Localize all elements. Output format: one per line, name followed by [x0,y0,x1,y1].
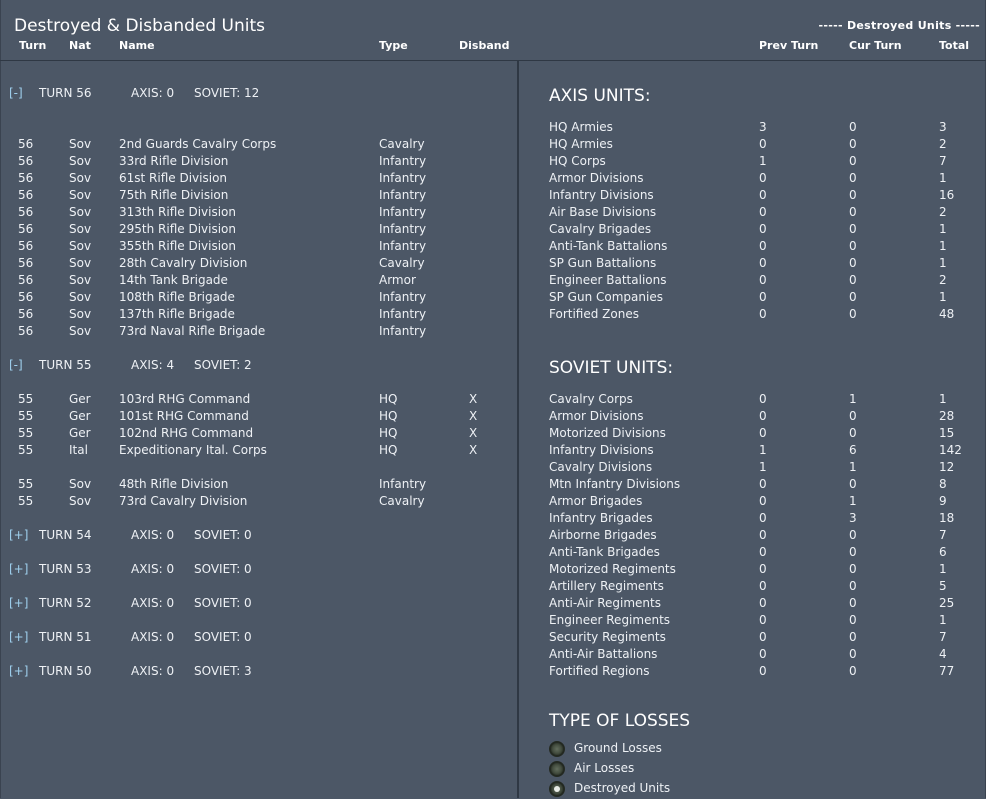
unit-row[interactable] [0,477,516,493]
prev-turn-count: 0 [759,528,767,542]
turn-label: TURN 51 [39,630,92,644]
total-count: 6 [939,545,947,559]
unit-category: SP Gun Battalions [549,256,657,270]
cur-turn-count: 0 [849,137,857,151]
col-header-disband[interactable]: Disband [459,39,510,52]
unit-name[interactable]: 73rd Cavalry Division [119,494,248,508]
unit-category: Fortified Zones [549,307,639,321]
summary-row [519,596,985,612]
total-count: 7 [939,154,947,168]
summary-row [519,443,985,459]
soviet-count: SOVIET: 0 [194,596,252,610]
summary-row [519,409,985,425]
unit-category: HQ Armies [549,137,613,151]
unit-turn: 56 [18,222,34,236]
col-header-cur-turn: Cur Turn [849,39,902,52]
expand-toggle[interactable]: [+] [9,562,29,576]
total-count: 8 [939,477,947,491]
unit-row[interactable] [0,426,516,442]
summary-row [519,239,985,255]
unit-row[interactable] [0,324,516,340]
total-count: 7 [939,630,947,644]
radio-destroyed-units[interactable] [549,781,849,799]
summary-row [519,613,985,629]
total-count: 1 [939,256,947,270]
prev-turn-count: 0 [759,290,767,304]
cur-turn-count: 1 [849,460,857,474]
turn-header-row [0,358,516,374]
turn-label: TURN 53 [39,562,92,576]
unit-disband-mark: X [469,426,478,440]
cur-turn-count: 0 [849,307,857,321]
expand-toggle[interactable]: [+] [9,528,29,542]
total-count: 1 [939,171,947,185]
unit-type: Infantry [379,188,427,202]
unit-row[interactable] [0,290,516,306]
radio-air-losses[interactable] [549,761,849,779]
unit-nationality: Sov [69,239,92,253]
prev-turn-count: 0 [759,239,767,253]
unit-turn: 56 [18,290,34,304]
cur-turn-count: 0 [849,630,857,644]
prev-turn-count: 0 [759,477,767,491]
cur-turn-count: 0 [849,613,857,627]
unit-row[interactable] [0,205,516,221]
unit-category: Cavalry Divisions [549,460,653,474]
prev-turn-count: 0 [759,409,767,423]
soviet-count: SOVIET: 3 [194,664,252,678]
cur-turn-count: 0 [849,188,857,202]
summary-row [519,664,985,680]
unit-name[interactable]: 295th Rifle Division [119,222,236,236]
unit-name[interactable]: 33rd Rifle Division [119,154,229,168]
unit-nationality: Sov [69,205,92,219]
radio-ground-losses[interactable] [549,741,849,759]
cur-turn-count: 0 [849,290,857,304]
unit-nationality: Sov [69,171,92,185]
unit-nationality: Sov [69,273,92,287]
cur-turn-count: 0 [849,154,857,168]
total-count: 15 [939,426,955,440]
radio-label[interactable]: Destroyed Units [574,781,671,795]
col-header-nat[interactable]: Nat [69,39,91,52]
unit-name[interactable]: 73rd Naval Rifle Brigade [119,324,266,338]
col-header-turn[interactable]: Turn [19,39,47,52]
total-count: 4 [939,647,947,661]
prev-turn-count: 0 [759,273,767,287]
unit-category: Anti-Air Battalions [549,647,658,661]
total-count: 1 [939,239,947,253]
unit-row[interactable] [0,154,516,170]
unit-category: Mtn Infantry Divisions [549,477,681,491]
screen-title: Destroyed & Disbanded Units [14,16,266,36]
cur-turn-count: 0 [849,171,857,185]
unit-turn: 56 [18,205,34,219]
summary-row [519,511,985,527]
collapse-toggle[interactable]: [-] [9,358,23,372]
unit-turn: 55 [18,409,34,423]
cur-turn-count: 0 [849,545,857,559]
prev-turn-count: 1 [759,154,767,168]
unit-type: Infantry [379,324,427,338]
unit-name[interactable]: 313th Rifle Division [119,205,236,219]
unit-name[interactable]: 2nd Guards Cavalry Corps [119,137,277,151]
col-header-type[interactable]: Type [379,39,408,52]
soviet-units-title: SOVIET UNITS: [549,358,674,378]
prev-turn-count: 0 [759,545,767,559]
axis-count: AXIS: 0 [131,86,175,100]
unit-type: Infantry [379,171,427,185]
prev-turn-count: 0 [759,188,767,202]
prev-turn-count: 0 [759,494,767,508]
total-count: 2 [939,205,947,219]
summary-row [519,460,985,476]
unit-category: Artillery Regiments [549,579,664,593]
total-count: 25 [939,596,955,610]
unit-row[interactable] [0,494,516,510]
unit-turn: 56 [18,154,34,168]
prev-turn-count: 0 [759,222,767,236]
total-count: 48 [939,307,955,321]
prev-turn-count: 0 [759,596,767,610]
prev-turn-count: 0 [759,307,767,321]
total-count: 142 [939,443,962,457]
cur-turn-count: 0 [849,596,857,610]
summary-row [519,528,985,544]
total-count: 2 [939,137,947,151]
unit-row[interactable] [0,222,516,238]
expand-toggle[interactable]: [+] [9,596,29,610]
cur-turn-count: 0 [849,409,857,423]
unit-nationality: Sov [69,222,92,236]
expand-toggle[interactable]: [+] [9,630,29,644]
cur-turn-count: 3 [849,511,857,525]
soviet-count: SOVIET: 0 [194,562,252,576]
soviet-count: SOVIET: 12 [194,86,260,100]
unit-category: Infantry Divisions [549,443,654,457]
prev-turn-count: 0 [759,562,767,576]
summary-row [519,579,985,595]
turn-label: TURN 50 [39,664,92,678]
header-divider [0,60,986,61]
unit-nationality: Ger [69,409,91,423]
unit-row[interactable] [0,171,516,187]
unit-category: Infantry Brigades [549,511,653,525]
unit-category: Engineer Regiments [549,613,671,627]
turn-header-row [0,562,516,578]
turn-label: TURN 54 [39,528,92,542]
radio-label[interactable]: Air Losses [574,761,635,775]
destroyed-units-header: ----- Destroyed Units ----- [818,19,980,32]
prev-turn-count: 0 [759,664,767,678]
unit-nationality: Ger [69,426,91,440]
unit-type: Cavalry [379,137,425,151]
prev-turn-count: 0 [759,137,767,151]
turn-header-row [0,664,516,680]
total-count: 77 [939,664,955,678]
cur-turn-count: 0 [849,205,857,219]
cur-turn-count: 0 [849,426,857,440]
prev-turn-count: 0 [759,630,767,644]
cur-turn-count: 0 [849,647,857,661]
cur-turn-count: 0 [849,477,857,491]
axis-count: AXIS: 0 [131,562,175,576]
turn-header-row [0,630,516,646]
total-count: 1 [939,392,947,406]
soviet-count: SOVIET: 2 [194,358,252,372]
summary-row [519,273,985,289]
total-count: 9 [939,494,947,508]
summary-row [519,171,985,187]
unit-type: Infantry [379,307,427,321]
unit-row[interactable] [0,409,516,425]
unit-type: Cavalry [379,256,425,270]
type-of-losses-title: TYPE OF LOSSES [549,711,691,731]
summary-row [519,290,985,306]
summary-row [519,426,985,442]
unit-nationality: Sov [69,477,92,491]
axis-count: AXIS: 0 [131,630,175,644]
turn-label: TURN 52 [39,596,92,610]
unit-turn: 56 [18,171,34,185]
unit-category: Security Regiments [549,630,666,644]
turn-header-row [0,86,516,102]
cur-turn-count: 1 [849,494,857,508]
unit-name[interactable]: 108th Rifle Brigade [119,290,235,304]
summary-row [519,392,985,408]
prev-turn-count: 0 [759,256,767,270]
cur-turn-count: 0 [849,562,857,576]
unit-disband-mark: X [469,443,478,457]
turn-header-row [0,528,516,544]
radio-button-icon[interactable] [549,761,565,777]
total-count: 2 [939,273,947,287]
unit-type: HQ [379,409,398,423]
unit-name[interactable]: 102nd RHG Command [119,426,254,440]
unit-turn: 56 [18,188,34,202]
cur-turn-count: 6 [849,443,857,457]
cur-turn-count: 0 [849,273,857,287]
unit-type: Infantry [379,154,427,168]
cur-turn-count: 0 [849,239,857,253]
prev-turn-count: 0 [759,579,767,593]
summary-row [519,256,985,272]
summary-row [519,222,985,238]
unit-category: Anti-Tank Brigades [549,545,660,559]
unit-nationality: Ger [69,392,91,406]
unit-name[interactable]: 355th Rifle Division [119,239,236,253]
unit-row[interactable] [0,137,516,153]
turn-label: TURN 56 [39,86,92,100]
cur-turn-count: 1 [849,392,857,406]
unit-type: HQ [379,392,398,406]
radio-label[interactable]: Ground Losses [574,741,662,755]
cur-turn-count: 0 [849,528,857,542]
cur-turn-count: 0 [849,120,857,134]
unit-turn: 55 [18,443,34,457]
prev-turn-count: 3 [759,120,767,134]
summary-row [519,137,985,153]
unit-row[interactable] [0,188,516,204]
unit-turn: 56 [18,137,34,151]
unit-type: Infantry [379,205,427,219]
axis-count: AXIS: 0 [131,596,175,610]
unit-row[interactable] [0,443,516,459]
col-header-total: Total [939,39,970,52]
turn-label: TURN 55 [39,358,92,372]
unit-turn: 55 [18,494,34,508]
unit-nationality: Sov [69,256,92,270]
unit-type: Infantry [379,239,427,253]
unit-name[interactable]: 14th Tank Brigade [119,273,228,287]
total-count: 1 [939,290,947,304]
total-count: 16 [939,188,955,202]
unit-category: Airborne Brigades [549,528,657,542]
unit-disband-mark: X [469,409,478,423]
prev-turn-count: 0 [759,613,767,627]
unit-name[interactable]: 48th Rifle Division [119,477,229,491]
summary-row [519,307,985,323]
total-count: 1 [939,222,947,236]
unit-category: HQ Corps [549,154,606,168]
unit-category: Anti-Tank Battalions [549,239,668,253]
radio-button-selected-icon[interactable] [549,781,565,797]
unit-type: Armor [379,273,416,287]
unit-category: Armor Divisions [549,171,644,185]
prev-turn-count: 0 [759,392,767,406]
unit-nationality: Ital [69,443,88,457]
total-count: 5 [939,579,947,593]
total-count: 12 [939,460,955,474]
unit-category: Anti-Air Regiments [549,596,661,610]
unit-row[interactable] [0,392,516,408]
total-count: 28 [939,409,955,423]
turn-header-row [0,596,516,612]
unit-turn: 56 [18,324,34,338]
summary-row [519,154,985,170]
unit-nationality: Sov [69,188,92,202]
prev-turn-count: 1 [759,460,767,474]
unit-turn: 55 [18,426,34,440]
unit-category: Fortified Regions [549,664,650,678]
unit-row[interactable] [0,307,516,323]
axis-count: AXIS: 4 [131,358,175,372]
total-count: 7 [939,528,947,542]
cur-turn-count: 0 [849,256,857,270]
cur-turn-count: 0 [849,579,857,593]
unit-name[interactable]: 28th Cavalry Division [119,256,248,270]
unit-turn: 56 [18,239,34,253]
unit-type: Cavalry [379,494,425,508]
prev-turn-count: 0 [759,426,767,440]
axis-count: AXIS: 0 [131,664,175,678]
summary-row [519,477,985,493]
unit-category: Armor Brigades [549,494,643,508]
axis-units-title: AXIS UNITS: [549,86,651,106]
unit-type: Infantry [379,290,427,304]
unit-turn: 56 [18,256,34,270]
unit-category: Cavalry Brigades [549,222,652,236]
soviet-count: SOVIET: 0 [194,528,252,542]
summary-row [519,494,985,510]
prev-turn-count: 1 [759,443,767,457]
summary-row [519,630,985,646]
unit-category: Armor Divisions [549,409,644,423]
summary-row [519,545,985,561]
total-count: 1 [939,562,947,576]
unit-row[interactable] [0,239,516,255]
unit-name[interactable]: 101st RHG Command [119,409,249,423]
unit-disband-mark: X [469,392,478,406]
total-count: 18 [939,511,955,525]
unit-turn: 56 [18,307,34,321]
total-count: 3 [939,120,947,134]
prev-turn-count: 0 [759,647,767,661]
unit-turn: 55 [18,477,34,491]
cur-turn-count: 0 [849,664,857,678]
cur-turn-count: 0 [849,222,857,236]
axis-count: AXIS: 0 [131,528,175,542]
unit-category: Cavalry Corps [549,392,633,406]
collapse-toggle[interactable]: [-] [9,86,23,100]
unit-nationality: Sov [69,137,92,151]
expand-toggle[interactable]: [+] [9,664,29,678]
summary-row [519,562,985,578]
col-header-prev-turn: Prev Turn [759,39,819,52]
unit-type: Infantry [379,222,427,236]
unit-category: Infantry Divisions [549,188,654,202]
summary-row [519,647,985,663]
unit-nationality: Sov [69,494,92,508]
unit-type: Infantry [379,477,427,491]
unit-category: Engineer Battalions [549,273,667,287]
unit-turn: 55 [18,392,34,406]
unit-category: SP Gun Companies [549,290,663,304]
unit-row[interactable] [0,256,516,272]
unit-nationality: Sov [69,154,92,168]
prev-turn-count: 0 [759,171,767,185]
unit-nationality: Sov [69,290,92,304]
unit-name[interactable]: 61st Rifle Division [119,171,228,185]
summary-row [519,205,985,221]
unit-type: HQ [379,443,398,457]
unit-category: Motorized Divisions [549,426,666,440]
unit-name[interactable]: 75th Rifle Division [119,188,229,202]
radio-button-icon[interactable] [549,741,565,757]
unit-nationality: Sov [69,324,92,338]
summary-row [519,188,985,204]
unit-name[interactable]: 103rd RHG Command [119,392,251,406]
col-header-name[interactable]: Name [119,39,155,52]
unit-name[interactable]: Expeditionary Ital. Corps [119,443,267,457]
soviet-count: SOVIET: 0 [194,630,252,644]
total-count: 1 [939,613,947,627]
unit-category: Air Base Divisions [549,205,657,219]
prev-turn-count: 0 [759,205,767,219]
unit-row[interactable] [0,273,516,289]
unit-category: HQ Armies [549,120,613,134]
unit-turn: 56 [18,273,34,287]
summary-row [519,120,985,136]
prev-turn-count: 0 [759,511,767,525]
unit-type: HQ [379,426,398,440]
unit-category: Motorized Regiments [549,562,676,576]
unit-name[interactable]: 137th Rifle Brigade [119,307,235,321]
unit-nationality: Sov [69,307,92,321]
